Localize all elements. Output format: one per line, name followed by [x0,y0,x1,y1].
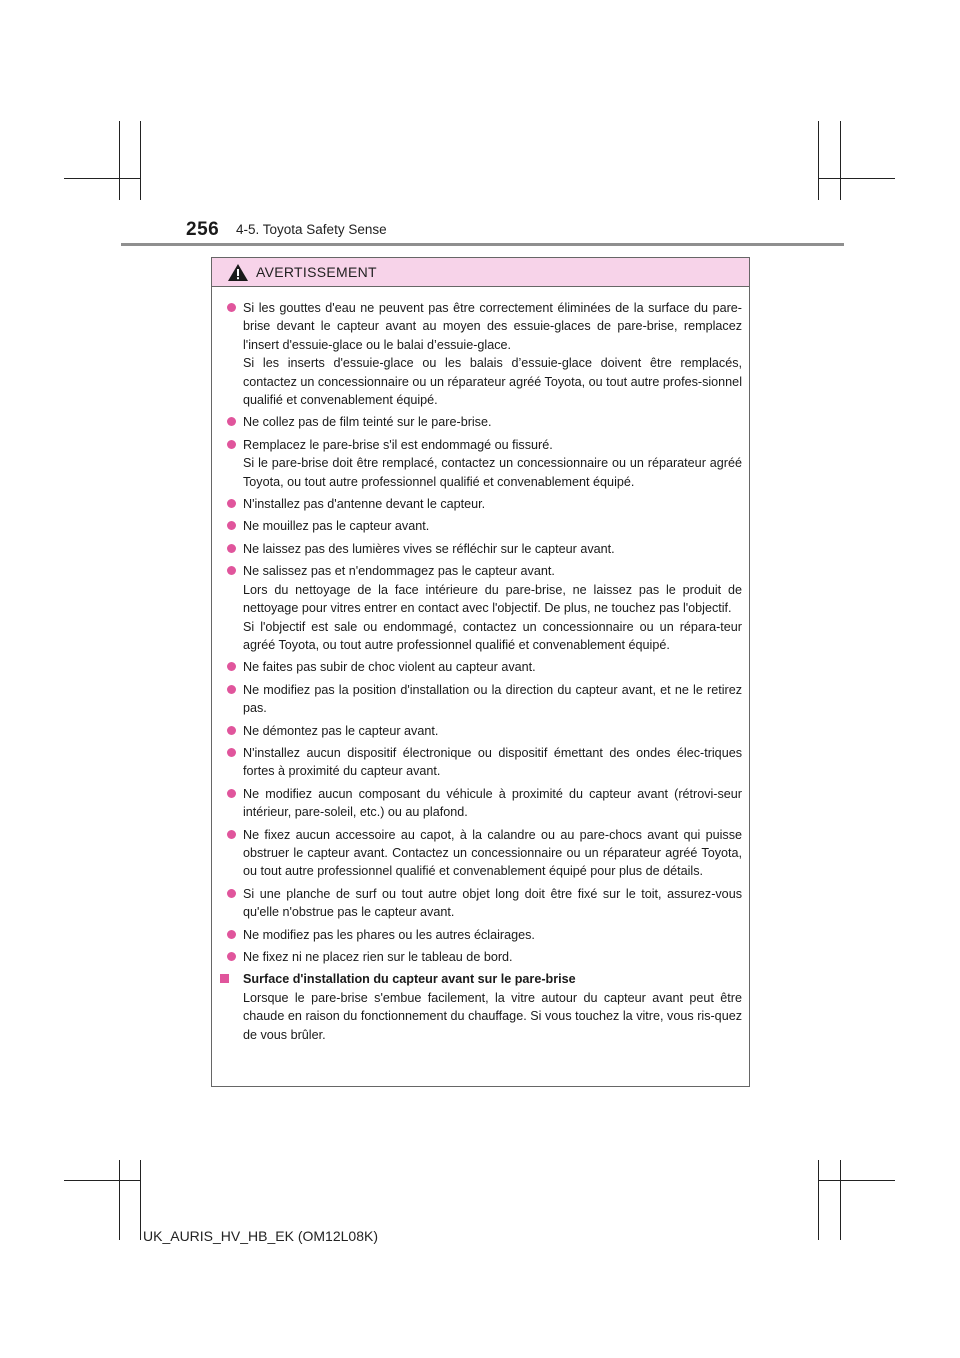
bullet-text: Ne mouillez pas le capteur avant. [243,519,430,534]
bullet-text: N'installez pas d'antenne devant le capteur. [243,497,486,512]
warning-body [212,287,749,1044]
bullet-text: Si les gouttes d'eau ne peuvent pas être correctement éliminées de la surface du pare-brise devant le capteur avant au moyen des essuie-glaces de pare-brise, remplacez l'insert d'essuie-glace ou le balai d’essuie-glace. [243,301,742,352]
warning-bullet-item [227,948,742,966]
crop-mark [140,121,141,200]
warning-bullet-item [227,436,742,491]
bullet-dot-icon [227,521,236,530]
warning-bullet-item [227,826,742,881]
crop-mark [818,1180,895,1181]
bullet-dot-icon [227,726,236,735]
warning-bullet-item [227,722,742,740]
sub-section-text: Lorsque le pare-brise s'embue facilement, la vitre autour du capteur avant peut être chaude en raison du fonctionnement du chauffage. Si vous touchez la vitre, vous ris-quez de vous brûler. [243,990,742,1042]
bullet-dot-icon [227,662,236,671]
bullet-dot-icon [227,440,236,449]
bullet-dot-icon [227,499,236,508]
bullet-dot-icon [227,566,236,575]
warning-bullet-item [227,926,742,944]
crop-mark [818,178,895,179]
sub-section-title: Surface d'installation du capteur avant sur le pare-brise [243,972,576,987]
bullet-text: Ne collez pas de film teinté sur le pare-brise. [243,415,492,430]
bullet-text: Lors du nettoyage de la face intérieure du pare-brise, ne laissez pas le produit de nettoyage pour vitres entrer en contact avec l'objectif. De plus, ne touchez pas l'objectif. [243,582,742,616]
crop-mark [818,1160,819,1240]
bullet-text: Ne modifiez pas la position d'installation ou la direction du capteur avant, et ne le retirez pas. [243,682,742,716]
section-title: 4-5. Toyota Safety Sense [236,222,387,237]
bullet-text: Ne faites pas subir de choc violent au capteur avant. [243,660,536,675]
bullet-text: Si le pare-brise doit être remplacé, contactez un concessionnaire ou un réparateur agréé Toyota, ou tout autre professionnel qualifié et convenablement équipé. [243,456,742,489]
bullet-text: Ne modifiez pas les phares ou les autres éclairages. [243,927,535,942]
square-bullet-icon [220,974,229,983]
crop-mark [840,1160,841,1240]
bullet-dot-icon [227,748,236,757]
warning-bullet-item [227,517,742,535]
bullet-text: N'installez aucun dispositif électronique ou dispositif émettant des ondes élec-triques fortes à proximité du capteur avant. [243,745,742,779]
bullet-dot-icon [227,544,236,553]
bullet-text: Ne fixez aucun accessoire au capot, à la calandre ou au pare-chocs avant qui puisse obstruer le capteur avant. Contactez un concessionnaire ou un réparateur agréé Toyota, ou tout autre professionnel qualifié et convenablement équipé pour plus de détails. [243,827,742,879]
bullet-text: Ne fixez ni ne placez rien sur le tableau de bord. [243,950,513,964]
crop-mark [119,121,120,200]
warning-bullet-item [227,495,742,513]
warning-bullet-item [227,540,742,558]
warning-bullet-list [227,299,742,966]
warning-bullet-item [227,562,742,654]
crop-mark [840,121,841,200]
warning-box [211,257,750,1087]
warning-bullet-item [227,785,742,822]
warning-bullet-item [227,658,742,676]
bullet-text: Ne salissez pas et n'endommagez pas le capteur avant. [243,564,555,579]
bullet-dot-icon [227,830,236,839]
sub-section [227,970,742,1044]
bullet-text: Si l'objectif est sale ou endommagé, contactez un concessionnaire ou un répara-teur agréé Toyota, ou tout autre professionnel qualifié et convenablement équipé. [243,619,742,652]
warning-bullet-item [227,885,742,922]
warning-bullet-item [227,681,742,718]
warning-bullet-item [227,744,742,781]
bullet-text: Si les inserts d'essuie-glace ou les balais d’essuie-glace doivent être remplacés, contactez un concessionnaire ou un réparateur agréé Toyota, ou tout autre profes-sionnel qualifié et convenablement équipé. [243,356,742,408]
crop-mark [818,121,819,200]
bullet-dot-icon [227,952,236,961]
bullet-dot-icon [227,889,236,898]
crop-mark [119,1160,120,1240]
bullet-dot-icon [227,303,236,312]
warning-triangle-icon [227,263,249,282]
bullet-text: Ne laissez pas des lumières vives se réfléchir sur le capteur avant. [243,541,615,556]
page-number: 256 [186,219,220,240]
bullet-text: Remplacez le pare-brise s'il est endommagé ou fissuré. [243,437,553,452]
bullet-text: Si une planche de surf ou tout autre objet long doit être fixé sur le toit, assurez-vous qu'elle n'obstrue pas le capteur avant. [243,886,742,920]
crop-mark [140,1160,141,1240]
bullet-dot-icon [227,685,236,694]
bullet-text: Ne démontez pas le capteur avant. [243,723,439,738]
warning-header [212,258,749,287]
header-rule [121,243,844,246]
warning-bullet-item [227,413,742,431]
bullet-dot-icon [227,417,236,426]
bullet-dot-icon [227,930,236,939]
crop-mark [64,178,141,179]
crop-mark [64,1180,141,1181]
warning-title: AVERTISSEMENT [256,264,377,280]
warning-bullet-item [227,299,742,409]
bullet-text: Ne modifiez aucun composant du véhicule à proximité du capteur avant (rétrovi-seur intérieur, pare-soleil, etc.) ou au plafond. [243,786,742,820]
footer-code: UK_AURIS_HV_HB_EK (OM12L08K) [143,1228,378,1244]
bullet-dot-icon [227,789,236,798]
